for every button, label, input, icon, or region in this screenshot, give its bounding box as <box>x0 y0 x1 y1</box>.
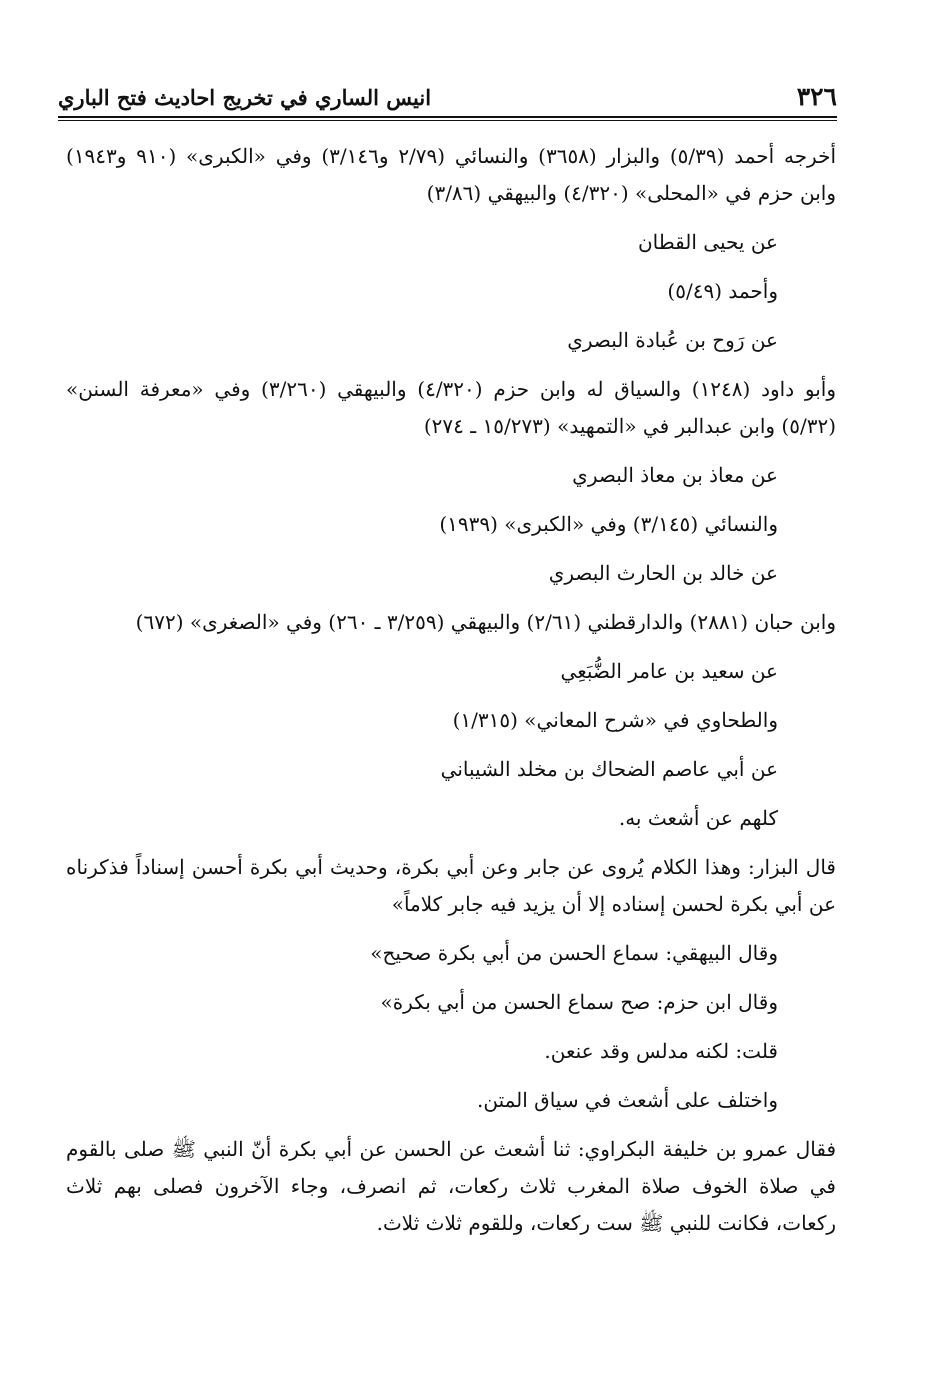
paragraph-tahawi: والطحاوي في «شرح المعاني» (١/٣١٥) <box>452 708 778 732</box>
paragraph-amr-narration: فقال عمرو بن خليفة البكراوي: ثنا أشعث عن الحسن عن أبي بكرة أنّ النبي ﷺ صلى بالقوم في صلاة الخوف صلاة المغرب ثلاث ركعات، ثم انصرف، وجاء الآخرون فصلى بهم ثلاث ركعات، فكانت للنبي ﷺ ست ركعات، وللقوم ثلاث ثلاث. <box>66 1137 836 1235</box>
header-rule-thick <box>58 116 837 118</box>
page-header <box>58 82 837 112</box>
header-rule-thin <box>58 120 837 121</box>
paragraph-narrator-khalid: عن خالد بن الحارث البصري <box>548 561 778 585</box>
paragraph-bazzar-quote: قال البزار: وهذا الكلام يُروى عن جابر وعن أبي بكرة، وحديث أبي بكرة أحسن إسناداً فذكرناه عن أبي بكرة لحسن إسناده إلا أن يزيد فيه جابر كلاماً» <box>66 855 836 916</box>
running-title: انيس الساري في تخريج احاديث فتح الباري <box>58 85 432 110</box>
paragraph-author-note: قلت: لكنه مدلس وقد عنعن. <box>544 1039 778 1063</box>
paragraph-narrator-said: عن سعيد بن عامر الضُّبَعِي <box>560 659 778 683</box>
paragraph-narrator-qattan: عن يحيى القطان <box>637 230 778 254</box>
paragraph-ibn-hibban: وابن حبان (٢٨٨١) والدارقطني (٢/٦١) والبيهقي (٣/٢٥٩ ـ ٢٦٠) وفي «الصغرى» (٦٧٢) <box>135 610 836 634</box>
paragraph-bayhaqi-quote: وقال البيهقي: سماع الحسن من أبي بكرة صحيح» <box>370 941 778 965</box>
paragraph-ahmad: وأحمد (٥/٤٩) <box>667 279 778 303</box>
paragraph-ikhtilaf: واختلف على أشعث في سياق المتن. <box>476 1088 778 1112</box>
paragraph-narrator-rawh: عن رَوح بن عُبادة البصري <box>567 328 778 352</box>
paragraph-narrator-muadh: عن معاذ بن معاذ البصري <box>572 463 778 487</box>
paragraph-abu-dawud: وأبو داود (١٢٤٨) والسياق له وابن حزم (٤/٣٢٠) والبيهقي (٣/٢٦٠) وفي «معرفة السنن» (٥/٣٢) وابن عبدالبر في «التمهيد» (١٥/٢٧٣ ـ ٢٧٤) <box>66 377 836 438</box>
paragraph-narrator-abu-asim: عن أبي عاصم الضحاك بن مخلد الشيباني <box>440 757 778 781</box>
paragraph-all-from-ashath: كلهم عن أشعث به. <box>618 806 778 830</box>
paragraph-ibn-hazm-quote: وقال ابن حزم: صح سماع الحسن من أبي بكرة» <box>380 990 778 1014</box>
paragraph-nasai: والنسائي (٣/١٤٥) وفي «الكبرى» (١٩٣٩) <box>439 512 778 536</box>
page-number: ٣٢٦ <box>796 82 837 111</box>
paragraph-takhrij-ahmad: أخرجه أحمد (٥/٣٩) والبزار (٣٦٥٨) والنسائي (٢/٧٩ و٣/١٤٦) وفي «الكبرى» (٩١٠ و١٩٤٣) وابن حزم في «المحلى» (٤/٣٢٠) والبيهقي (٣/٨٦) <box>66 144 837 205</box>
page-body <box>66 138 836 1254</box>
